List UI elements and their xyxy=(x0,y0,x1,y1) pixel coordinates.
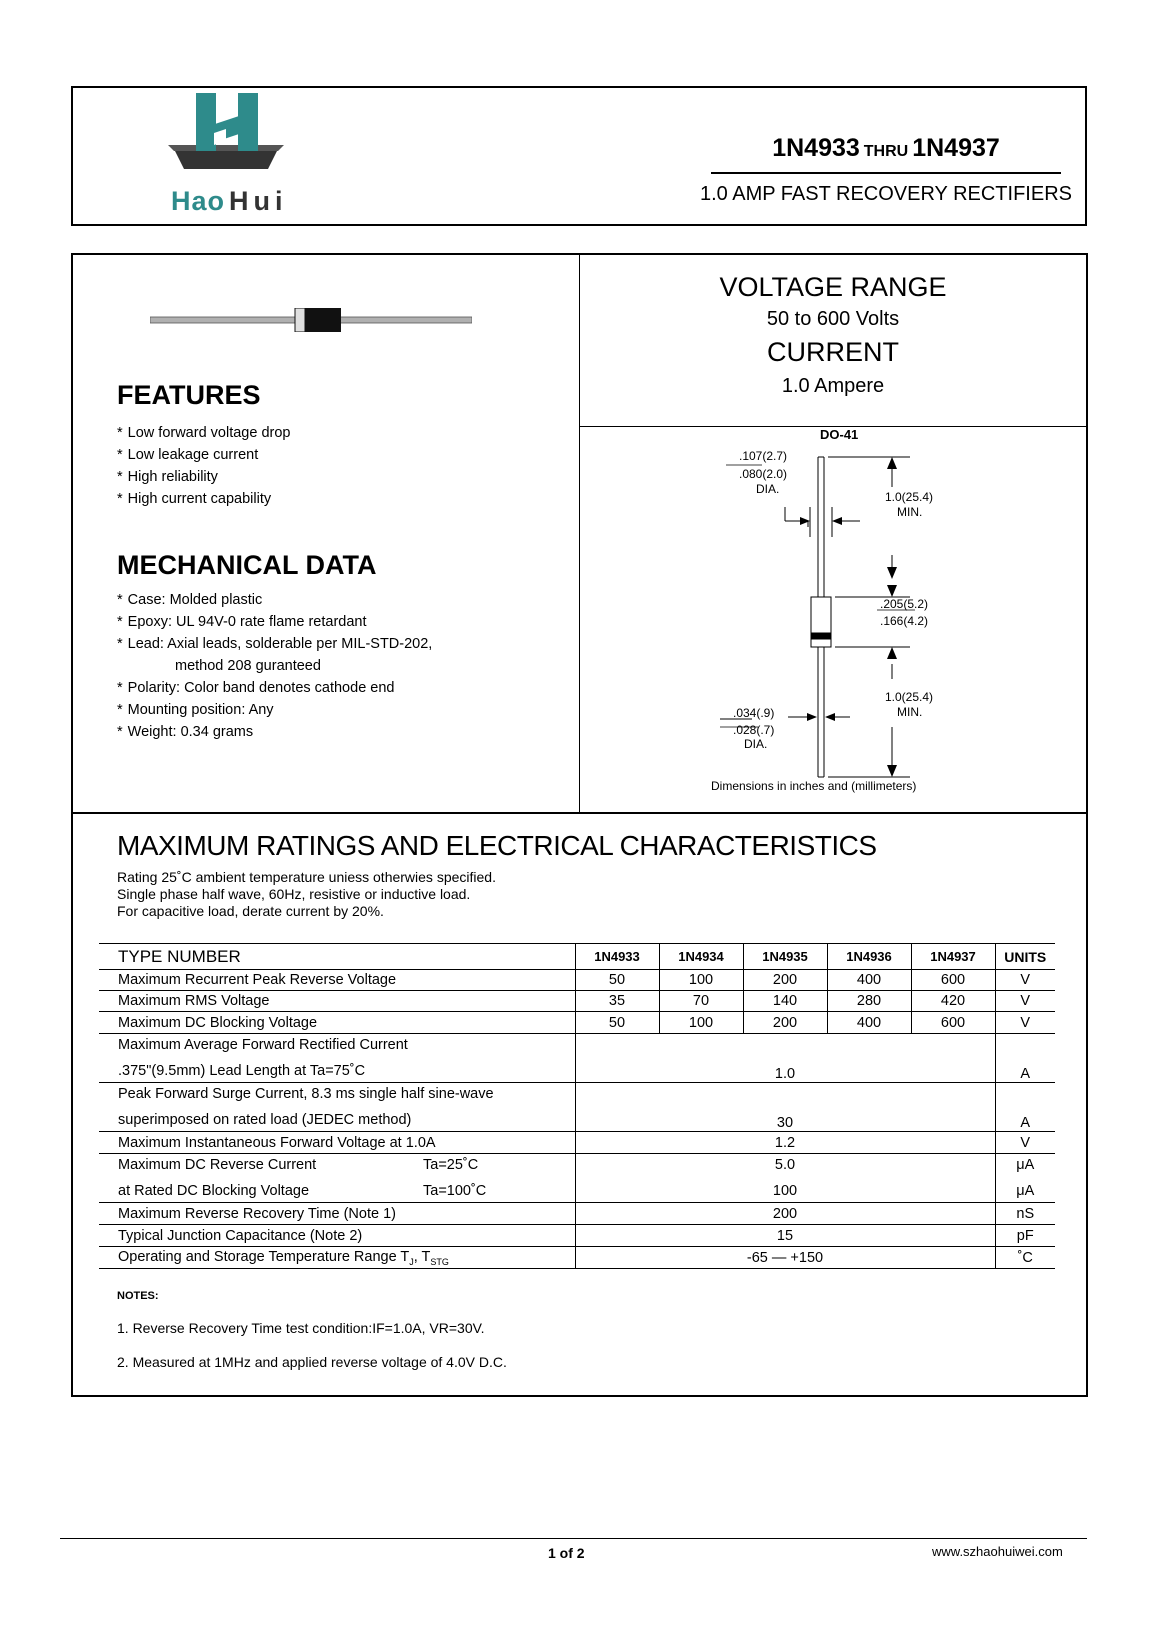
mechanical-data-list xyxy=(117,589,432,743)
bottom-lead-min: MIN. xyxy=(897,705,923,719)
value-cell: 1.0 xyxy=(575,1034,995,1083)
top-lead-min: MIN. xyxy=(897,505,923,519)
lead-dia-min: .080(2.0) xyxy=(739,467,788,481)
body-length-max: .205(5.2) xyxy=(880,597,929,611)
voltage-range-title: VOLTAGE RANGE xyxy=(719,272,947,302)
table-row xyxy=(99,1225,1055,1247)
part-header: 1N4936 xyxy=(827,944,911,970)
unit-cell: nS xyxy=(995,1203,1055,1225)
rating-condition-3: For capacitive load, derate current by 20%. xyxy=(117,903,384,919)
ratings-title: MAXIMUM RATINGS AND ELECTRICAL CHARACTERISTICS xyxy=(117,830,877,861)
type-number-header: TYPE NUMBER xyxy=(99,944,575,970)
part-header: 1N4935 xyxy=(743,944,827,970)
value-cell: 400 xyxy=(827,970,911,991)
features-title: FEATURES xyxy=(117,380,261,410)
company-logo-icon xyxy=(168,93,288,175)
list-item: method 208 guranteed xyxy=(175,658,321,674)
value-cell: 140 xyxy=(743,991,827,1012)
value-cell: -65 — +150 xyxy=(575,1247,995,1269)
dimensions-caption: Dimensions in inches and (millimeters) xyxy=(711,779,917,793)
value-cell: 400 xyxy=(827,1012,911,1034)
unit-cell: μA μA xyxy=(995,1154,1055,1203)
note-1: 1. Reverse Recovery Time test condition:IF=1.0A, VR=30V. xyxy=(117,1320,485,1336)
lead-dia-label: DIA. xyxy=(756,482,780,496)
lead-dia-max: .107(2.7) xyxy=(739,449,788,463)
list-item: * Lead: Axial leads, solderable per MIL-STD-202, xyxy=(117,636,433,652)
list-item: * Low forward voltage drop xyxy=(117,425,291,441)
value-cell: 1.2 xyxy=(575,1132,995,1154)
table-row xyxy=(99,1247,1055,1269)
part-number-title: 1N4933 THRU 1N4937 xyxy=(772,134,1000,162)
brand-name: Hao Hui xyxy=(171,186,288,216)
diode-image xyxy=(150,308,472,332)
current-value: 1.0 Ampere xyxy=(781,375,885,397)
table-row xyxy=(99,1203,1055,1225)
table-row xyxy=(99,1012,1055,1034)
table-row xyxy=(99,991,1055,1012)
unit-cell: A xyxy=(995,1083,1055,1132)
value-cell: 600 xyxy=(911,970,995,991)
table-row xyxy=(99,1034,1055,1083)
units-header: UNITS xyxy=(995,944,1055,970)
value-cell: 100 xyxy=(659,1012,743,1034)
wire-dia-label: DIA. xyxy=(744,737,768,751)
value-cell: 420 xyxy=(911,991,995,1012)
list-item: * Weight: 0.34 grams xyxy=(117,724,254,740)
param-cell: Maximum Recurrent Peak Reverse Voltage xyxy=(99,970,575,991)
table-row xyxy=(99,970,1055,991)
part-header: 1N4937 xyxy=(911,944,995,970)
value-cell: 30 xyxy=(575,1083,995,1132)
title-underline xyxy=(711,172,1061,174)
value-cell: 200 xyxy=(575,1203,995,1225)
ratings-table xyxy=(99,943,1055,1269)
body-length-min: .166(4.2) xyxy=(880,614,929,628)
top-lead-length: 1.0(25.4) xyxy=(885,490,934,504)
footer-rule xyxy=(60,1538,1087,1539)
param-cell: Maximum Reverse Recovery Time (Note 1) xyxy=(99,1203,575,1225)
value-cell: 100 xyxy=(659,970,743,991)
value-cell: 600 xyxy=(911,1012,995,1034)
bottom-lead-length: 1.0(25.4) xyxy=(885,690,934,704)
value-cell: 280 xyxy=(827,991,911,1012)
value-cell: 200 xyxy=(743,1012,827,1034)
value-cell: 5.0 100 xyxy=(575,1154,995,1203)
part-header: 1N4933 xyxy=(575,944,659,970)
features-list xyxy=(117,422,290,510)
product-subtitle: 1.0 AMP FAST RECOVERY RECTIFIERS xyxy=(700,183,1072,205)
param-cell: Operating and Storage Temperature Range $T_J$, $T_{STG}$ xyxy=(99,1247,575,1269)
param-cell: Maximum RMS Voltage xyxy=(99,991,575,1012)
package-name: DO-41 xyxy=(820,427,859,442)
ratings-divider xyxy=(71,812,1088,814)
param-cell: Maximum Instantaneous Forward Voltage at 1.0A xyxy=(99,1132,575,1154)
param-cell: Maximum DC Blocking Voltage xyxy=(99,1012,575,1034)
voltage-range-value: 50 to 600 Volts xyxy=(766,308,900,330)
unit-cell: A xyxy=(995,1034,1055,1083)
list-item: * High reliability xyxy=(117,469,218,485)
unit-cell: pF xyxy=(995,1225,1055,1247)
list-item: * Case: Molded plastic xyxy=(117,592,263,608)
list-item: * Low leakage current xyxy=(117,447,259,463)
note-2: 2. Measured at 1MHz and applied reverse voltage of 4.0V D.C. xyxy=(117,1354,507,1370)
table-row xyxy=(99,1132,1055,1154)
param-cell: Maximum DC Reverse Current Ta=25˚C at Rated DC Blocking Voltage Ta=100˚C xyxy=(99,1154,575,1203)
param-cell: Peak Forward Surge Current, 8.3 ms single half sine-wave superimposed on rated load (JEDEC method) xyxy=(99,1083,575,1132)
list-item: * Mounting position: Any xyxy=(117,702,274,718)
rating-condition-1: Rating 25˚C ambient temperature uniess otherwies specified. xyxy=(117,869,496,885)
unit-cell: V xyxy=(995,1012,1055,1034)
param-cell: Typical Junction Capacitance (Note 2) xyxy=(99,1225,575,1247)
unit-cell: V xyxy=(995,991,1055,1012)
mechanical-data-title: MECHANICAL DATA xyxy=(117,550,377,580)
value-cell: 70 xyxy=(659,991,743,1012)
part-header: 1N4934 xyxy=(659,944,743,970)
list-item: * Epoxy: UL 94V-0 rate flame retardant xyxy=(117,614,367,630)
value-cell: 50 xyxy=(575,1012,659,1034)
unit-cell: ˚C xyxy=(995,1247,1055,1269)
rating-condition-2: Single phase half wave, 60Hz, resistive or inductive load. xyxy=(117,886,471,902)
value-cell: 200 xyxy=(743,970,827,991)
website-url: www.szhaohuiwei.com xyxy=(932,1544,1063,1559)
value-cell: 35 xyxy=(575,991,659,1012)
unit-cell: V xyxy=(995,970,1055,991)
wire-dia-min: .028(.7) xyxy=(733,723,775,737)
wire-dia-max: .034(.9) xyxy=(733,706,775,720)
do41-outline-drawing xyxy=(580,427,1086,811)
notes-title: NOTES: xyxy=(117,1290,159,1302)
value-cell: 15 xyxy=(575,1225,995,1247)
list-item: * Polarity: Color band denotes cathode end xyxy=(117,680,395,696)
table-header-row xyxy=(99,944,1055,970)
table-row xyxy=(99,1083,1055,1132)
value-cell: 50 xyxy=(575,970,659,991)
page-number: 1 of 2 xyxy=(548,1545,585,1561)
table-row xyxy=(99,1154,1055,1203)
unit-cell: V xyxy=(995,1132,1055,1154)
current-title: CURRENT xyxy=(767,337,899,367)
param-cell: Maximum Average Forward Rectified Current .375"(9.5mm) Lead Length at Ta=75˚C xyxy=(99,1034,575,1083)
list-item: * High current capability xyxy=(117,491,272,507)
